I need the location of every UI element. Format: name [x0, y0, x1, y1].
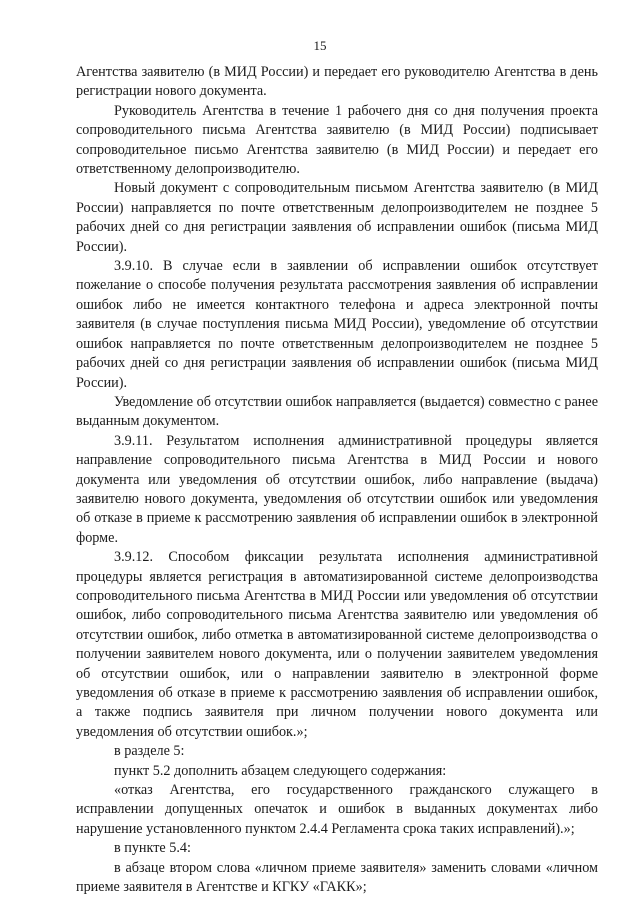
paragraph-head-signs-letter: Руководитель Агентства в течение 1 рабочего дня со дня получения проекта сопроводительного письма Агентства заявителю (в МИД России) подписывает сопроводительное письмо Агентства заявителю (в МИД России) и передает его ответственному делопроизводителю. — [76, 102, 598, 178]
paragraph-section-5: в разделе 5: — [114, 743, 185, 760]
document-body — [76, 63, 598, 897]
paragraph-continuation: Агентства заявителю (в МИД России) и передает его руководителю Агентства в день регистрации нового документа. — [76, 64, 598, 100]
paragraph-3-9-11: 3.9.11. Результатом исполнения административной процедуры является направление сопроводительного письма Агентства в МИД России и нового документа или уведомления об отсутствии ошибок, либо направление (выдача) заявителю нового документа, уведомления об отсутствии ошибок или уведомления об отказе в приеме к рассмотрению заявления об исправлении ошибок в электронной форме. — [76, 432, 598, 546]
page-number: 15 — [313, 38, 327, 53]
paragraph-clause-5-4: в пункте 5.4: — [114, 840, 191, 857]
paragraph-quoted-addition: «отказ Агентства, его государственного гражданского служащего в исправлении допущенных опечаток и ошибок в выданных документах либо нарушение установленного пунктом 2.4.4 Регламента срока таких исправлений).»; — [76, 782, 598, 837]
paragraph-notification-with-document: Уведомление об отсутствии ошибок направляется (выдается) совместно с ранее выданным документом. — [76, 393, 598, 430]
paragraph-new-document-mailed: Новый документ с сопроводительным письмом Агентства заявителю (в МИД России) направляется по почте ответственным делопроизводителем не позднее 5 рабочих дней со дня регистрации заявления об исправлении ошибок (письма МИД России). — [76, 180, 598, 255]
paragraph-clause-5-2: пункт 5.2 дополнить абзацем следующего содержания: — [114, 762, 447, 779]
paragraph-replace-words: в абзаце втором слова «личном приеме заявителя» заменить словами «личном приеме заявителя в Агентстве и КГКУ «ГАКК»; — [76, 859, 598, 896]
paragraph-3-9-12: 3.9.12. Способом фиксации результата исполнения административной процедуры является регистрация в автоматизированной системе делопроизводства сопроводительного письма Агентства в МИД России или уведомления об отсутствии ошибок, либо сопроводительного письма Агентства заявителю или уведомления об отсутствии ошибок, либо отметка в автоматизированной системе делопроизводства о получении заявителем нового документа, или о получении заявителем уведомления об отсутствии ошибок, или о направлении заявителю в электронной форме уведомления об отказе в приеме к рассмотрению заявления об исправлении ошибок, а также подпись заявителя при личном получении нового документа или уведомления об отсутствии ошибок.»; — [76, 549, 598, 740]
paragraph-3-9-10: 3.9.10. В случае если в заявлении об исправлении ошибок отсутствует пожелание о способе получения результата рассмотрения заявления об исправлении ошибок либо не имеется контактного телефона и адреса электронной почты заявителя (в случае поступления письма МИД России), уведомление об отсутствии ошибок направляется по почте ответственным делопроизводителем не позднее 5 рабочих дней со дня регистрации заявления об исправлении ошибок (письма МИД России). — [76, 258, 598, 391]
